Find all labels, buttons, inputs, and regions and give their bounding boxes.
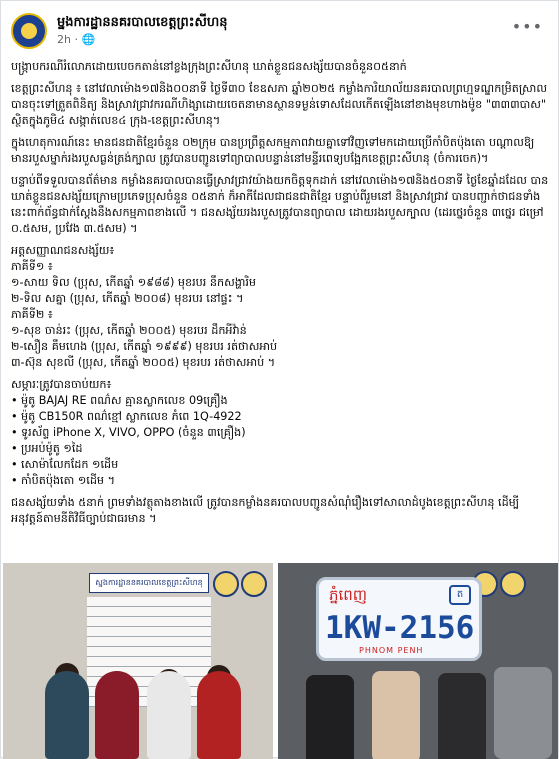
post-paragraph: បន្ទាប់ពីទទួលបានព័ត៌មាន កម្លាំងនគរបាលបានធ្វើស្រាវជ្រាវយ៉ាងយកចិត្តទុកដាក់ នៅវេលាម៉ោង១៧និង៥០នាទី ថ្ងៃខែឆ្នាំដដែល បានឃាត់ខ្លួនជនសង្ស័យក្រោមប្រភេទប្រុសចំនួន ០៥នាក់ ក៏អាកីដែលជាជនជាតិខ្មែរ បន្ទាប់ពីរួមនៅ និងស្រាវជ្រាវ បានបញ្ជាក់ថាជនទាំងនេះពាក់ព័ន្ធជាក់ស្តែងនឹងសកម្មភាពខាងលើ ។ ជនសង្ស័យរងរបួសត្រូវបានព្យាបាល ដោយរងរបួសក្បាល (ដេរថ្នេរចំនួន ៣ថ្នេរ ជម្រៅ ០.៥សម, ប្រវែង ៣.៥សម) ។ bbox=[11, 174, 549, 235]
photo-suspects[interactable] bbox=[3, 563, 273, 759]
party-label: ភាគីទី១ ៖ bbox=[11, 260, 53, 273]
phone-image bbox=[438, 673, 486, 759]
page-name[interactable]: ម្នងការដ្ឋាននគរបាលខេត្តព្រះសីហនុ bbox=[57, 15, 228, 30]
evidence-heading: សម្ភារៈត្រូវបានចាប់យក៖ bbox=[11, 378, 112, 391]
plate-badge: ត bbox=[449, 585, 471, 605]
suspect-line: ១-សុខ ចាន់រះ (ប្រុស, កើតឆ្នាំ ២០០៥) មុខរបរ ដឹកអីវ៉ាន់ bbox=[11, 324, 247, 337]
police-logo-icon bbox=[241, 571, 267, 597]
post-paragraph: ខេត្តព្រះសីហនុ ៖ នៅវេលាម៉ោង១៧និង០០នាទី ថ្ងៃទី៣០ ខែឧសភា ឆ្នាំ២០២៥ កម្លាំងការិយាល័យនគរបាលព្រហ្មទណ្ឌកម្រិតស្រាល បានចុះទៅត្រួតពិនិត្យ និងស្រាវជ្រាវករណីហិង្សាដោយចេតនាមានស្ថានទម្ងន់ទោសដែលកើតឡើងនៅខាងមុខហាងម៉ូខ "៣៣៣បាស" ស្ថិតក្នុងភូមិ៤ សង្កាត់លេខ៤ ក្រុង-ខេត្តព្រះសីហនុ។ bbox=[11, 82, 548, 127]
phone-image bbox=[306, 675, 354, 759]
page-avatar[interactable] bbox=[11, 13, 47, 49]
post-paragraph: ក្នុងហេតុការណ៍នេះ មានជនជាតិខ្មែរចំនួន ០២ក្រុម បានប្រព្រឹត្តសកម្មភាពវាយគ្នាទៅវិញទៅមកដោយប្រើកាំបិតប៉ុងតោ បណ្តាលឱ្យមានរបួសម្នាក់រងរបួសធ្ងន់ត្រង់ក្បាល ត្រូវបានបញ្ជូនទៅព្យាបាលបន្ទាន់នៅមន្ទីរពេទ្យបង្អែកខេត្តព្រះសីហនុ (ចំការចេក)។ bbox=[11, 136, 535, 165]
suspect-figure bbox=[45, 671, 89, 759]
post-time[interactable]: 2h bbox=[57, 33, 71, 46]
suspect-line: ១-សាយ ទិល (ប្រុស, កើតឆ្នាំ ១៩៨៨) មុខរបរ នឹកសង្ហារិម bbox=[11, 276, 257, 289]
license-plate bbox=[316, 577, 482, 661]
phone-image bbox=[372, 671, 420, 759]
plate-province: ភ្នំពេញ bbox=[329, 586, 368, 604]
evidence-item: • ម៉ូតូ BAJAJ RE ពណ៌ស គ្មានស្លាកលេខ 09គ្រឿង bbox=[11, 393, 549, 409]
party-label: ភាគីទី២ ៖ bbox=[11, 308, 53, 321]
evidence-list bbox=[11, 393, 549, 489]
post-header bbox=[11, 13, 551, 53]
more-horizontal-icon[interactable]: ••• bbox=[511, 17, 543, 36]
suspect-figure bbox=[197, 671, 241, 759]
helmet-image bbox=[494, 667, 552, 759]
post-meta bbox=[57, 33, 95, 46]
plate-city: PHNOM PENH bbox=[359, 646, 424, 655]
globe-icon: · 🌐 bbox=[74, 33, 96, 46]
suspect-figure bbox=[147, 671, 191, 759]
photo-gallery bbox=[3, 563, 558, 759]
plate-number: 1KW-2156 bbox=[325, 610, 475, 646]
photo-evidence[interactable] bbox=[278, 563, 558, 759]
evidence-item: • សោម៉ាលែកដែក ១ដើម bbox=[11, 457, 549, 473]
evidence-item: • កាំបិតប៉ុងតោ ១ដើម ។ bbox=[11, 473, 549, 489]
post-headline: បង្ក្រាបករណីរំលោភដោយបេចកតាន់នៅខ្លងក្រុងព្រះសីហនុ ឃាត់ខ្លួនជនសង្ស័យបានចំនួន០៥នាក់ bbox=[11, 60, 407, 73]
police-banner: ស្នងការដ្ឋាននគរបាលខេត្តព្រះសីហនុ bbox=[89, 573, 209, 593]
suspects-heading: អត្តសញ្ញាណជនសង្ស័យ៖ bbox=[11, 244, 115, 257]
suspect-figure bbox=[95, 671, 139, 759]
post-body bbox=[11, 59, 549, 533]
evidence-item: • ប្រអប់ម៉ូតូ ១ដៃ bbox=[11, 441, 549, 457]
suspect-line: ២-សឿន គឹមហេង (ប្រុស, កើតឆ្នាំ ១៩៩៩) មុខរបរ រត់ថាសអាប់ bbox=[11, 340, 278, 353]
post-closing: ជនសង្ស័យទាំង ៥នាក់ ព្រមទាំងវត្ថុតាងខាងលើ ត្រូវបានកម្លាំងនគរបាលបញ្ជូនសំណុំរឿងទៅសាលាដំបូងខេត្តព្រះសីហនុ ដើម្បីអនុវត្តន៍តាមនីតិវិធីច្បាប់ជាធរមាន ។ bbox=[11, 496, 520, 525]
evidence-item: • ម៉ូតូ CB150R ពណ៌ខ្មៅ ស្លាកលេខ ភំពេ 1Q-4922 bbox=[11, 409, 549, 425]
suspect-line: ៣-ស៊ុន សុខលី (ប្រុស, កើតឆ្នាំ ២០០៥) មុខរបរ រត់ថាសអាប់ ។ bbox=[11, 356, 276, 369]
police-logo-icon bbox=[213, 571, 239, 597]
suspects-section bbox=[11, 243, 549, 371]
police-logo-icon bbox=[500, 571, 526, 597]
suspect-line: ២-ទិល សគ្នា (ប្រុស, កើតឆ្នាំ ២០០៨) មុខរបរ នៅផ្ទះ ។ bbox=[11, 292, 244, 305]
evidence-item: • ទូរស័ព្ទ iPhone X, VIVO, OPPO (ចំនួន ៣គ្រឿង) bbox=[11, 425, 549, 441]
